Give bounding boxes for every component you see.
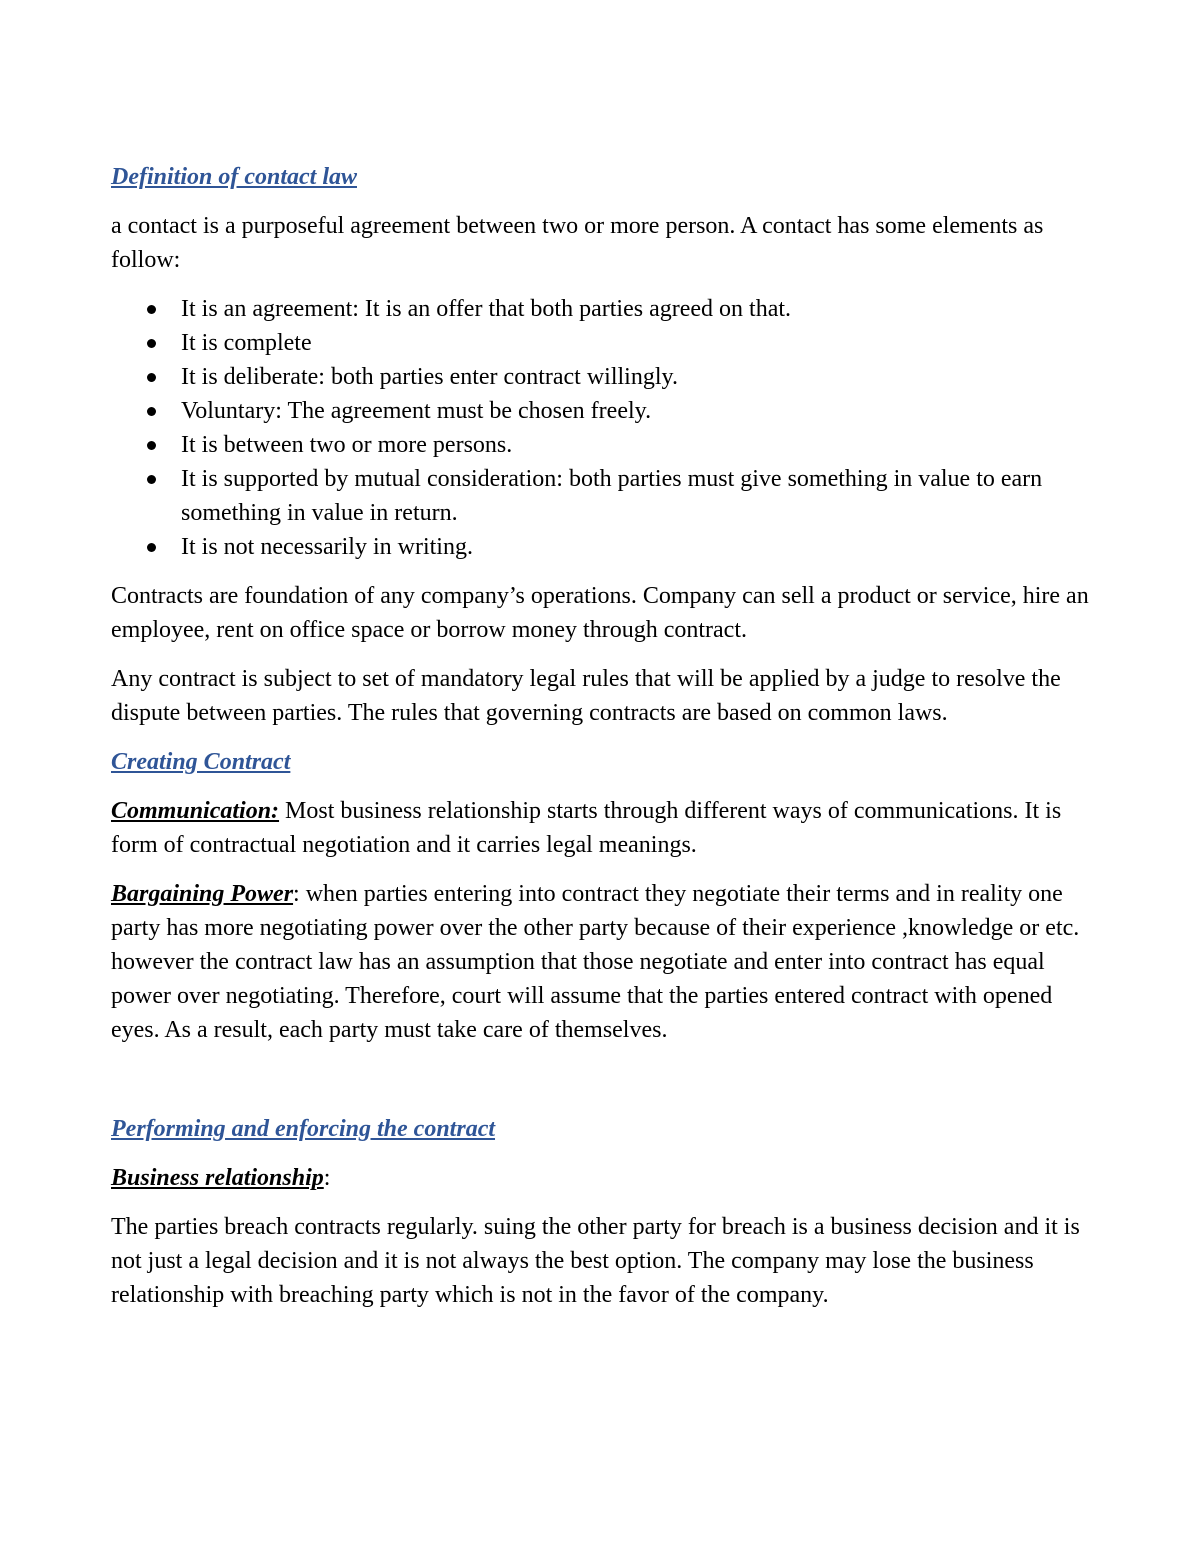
list-item — [111, 462, 1101, 530]
bullet-icon — [147, 441, 156, 450]
document-body — [111, 160, 1101, 1327]
bargaining-power-term: Bargaining Power — [111, 881, 294, 907]
communication-term: Communication: — [111, 798, 280, 824]
list-item-text: It is not necessarily in writing. — [181, 534, 473, 560]
communication-text: Most business relationship starts through different ways of communications. It is form of contractual negotiation and it carries legal meanings. — [111, 798, 1062, 858]
list-item — [111, 530, 1101, 564]
list-item — [111, 292, 1101, 326]
bullet-icon — [147, 373, 156, 382]
heading-performing-enforcing: Performing and enforcing the contract — [111, 1116, 496, 1142]
bargaining-power-text: : when parties entering into contract they negotiate their terms and in reality one party has more negotiating power over the other party because of their experience ,knowledge or etc. however the contract law has an assumption that those negotiate and enter into contract has equal power over negotiating. Therefore, court will assume that the parties entered contract with opened eyes. As a result, each party must take care of themselves. — [111, 881, 1080, 1043]
list-item-text: It is complete — [181, 330, 312, 356]
list-item — [111, 394, 1101, 428]
definition-intro: a contact is a purposeful agreement between two or more person. A contact has some elements as follow: — [111, 213, 1044, 273]
business-relationship-colon: : — [323, 1165, 331, 1191]
list-item-text: It is an agreement: It is an offer that both parties agreed on that. — [181, 296, 792, 322]
bargaining-power-paragraph — [111, 877, 1101, 1047]
list-item — [111, 360, 1101, 394]
bullet-icon — [147, 305, 156, 314]
list-item-text: It is supported by mutual consideration: both parties must give something in value to earn something in value in return. — [181, 466, 1043, 526]
business-relationship-term: Business relationship — [111, 1165, 324, 1191]
list-item-text: It is between two or more persons. — [181, 432, 513, 458]
list-item-text: It is deliberate: both parties enter contract willingly. — [181, 364, 678, 390]
communication-paragraph — [111, 794, 1101, 862]
blank-line — [111, 1062, 1101, 1112]
elements-list — [111, 292, 1101, 564]
bullet-icon — [147, 475, 156, 484]
heading-definition: Definition of contact law — [111, 164, 357, 190]
bullet-icon — [147, 407, 156, 416]
heading-creating-contract: Creating Contract — [111, 749, 291, 775]
list-item-text: Voluntary: The agreement must be chosen freely. — [181, 398, 652, 424]
bullet-icon — [147, 543, 156, 552]
list-item — [111, 428, 1101, 462]
business-relationship-paragraph: The parties breach contracts regularly. suing the other party for breach is a business decision and it is not just a legal decision and it is not always the best option. The company may lose the business relationship with breaching party which is not in the favor of the company. — [111, 1214, 1080, 1308]
list-item — [111, 326, 1101, 360]
mandatory-rules-paragraph: Any contract is subject to set of mandatory legal rules that will be applied by a judge to resolve the dispute between parties. The rules that governing contracts are based on common laws. — [111, 666, 1061, 726]
contracts-foundation-paragraph: Contracts are foundation of any company’s operations. Company can sell a product or service, hire an employee, rent on office space or borrow money through contract. — [111, 583, 1089, 643]
business-relationship-label — [111, 1161, 1101, 1195]
bullet-icon — [147, 339, 156, 348]
